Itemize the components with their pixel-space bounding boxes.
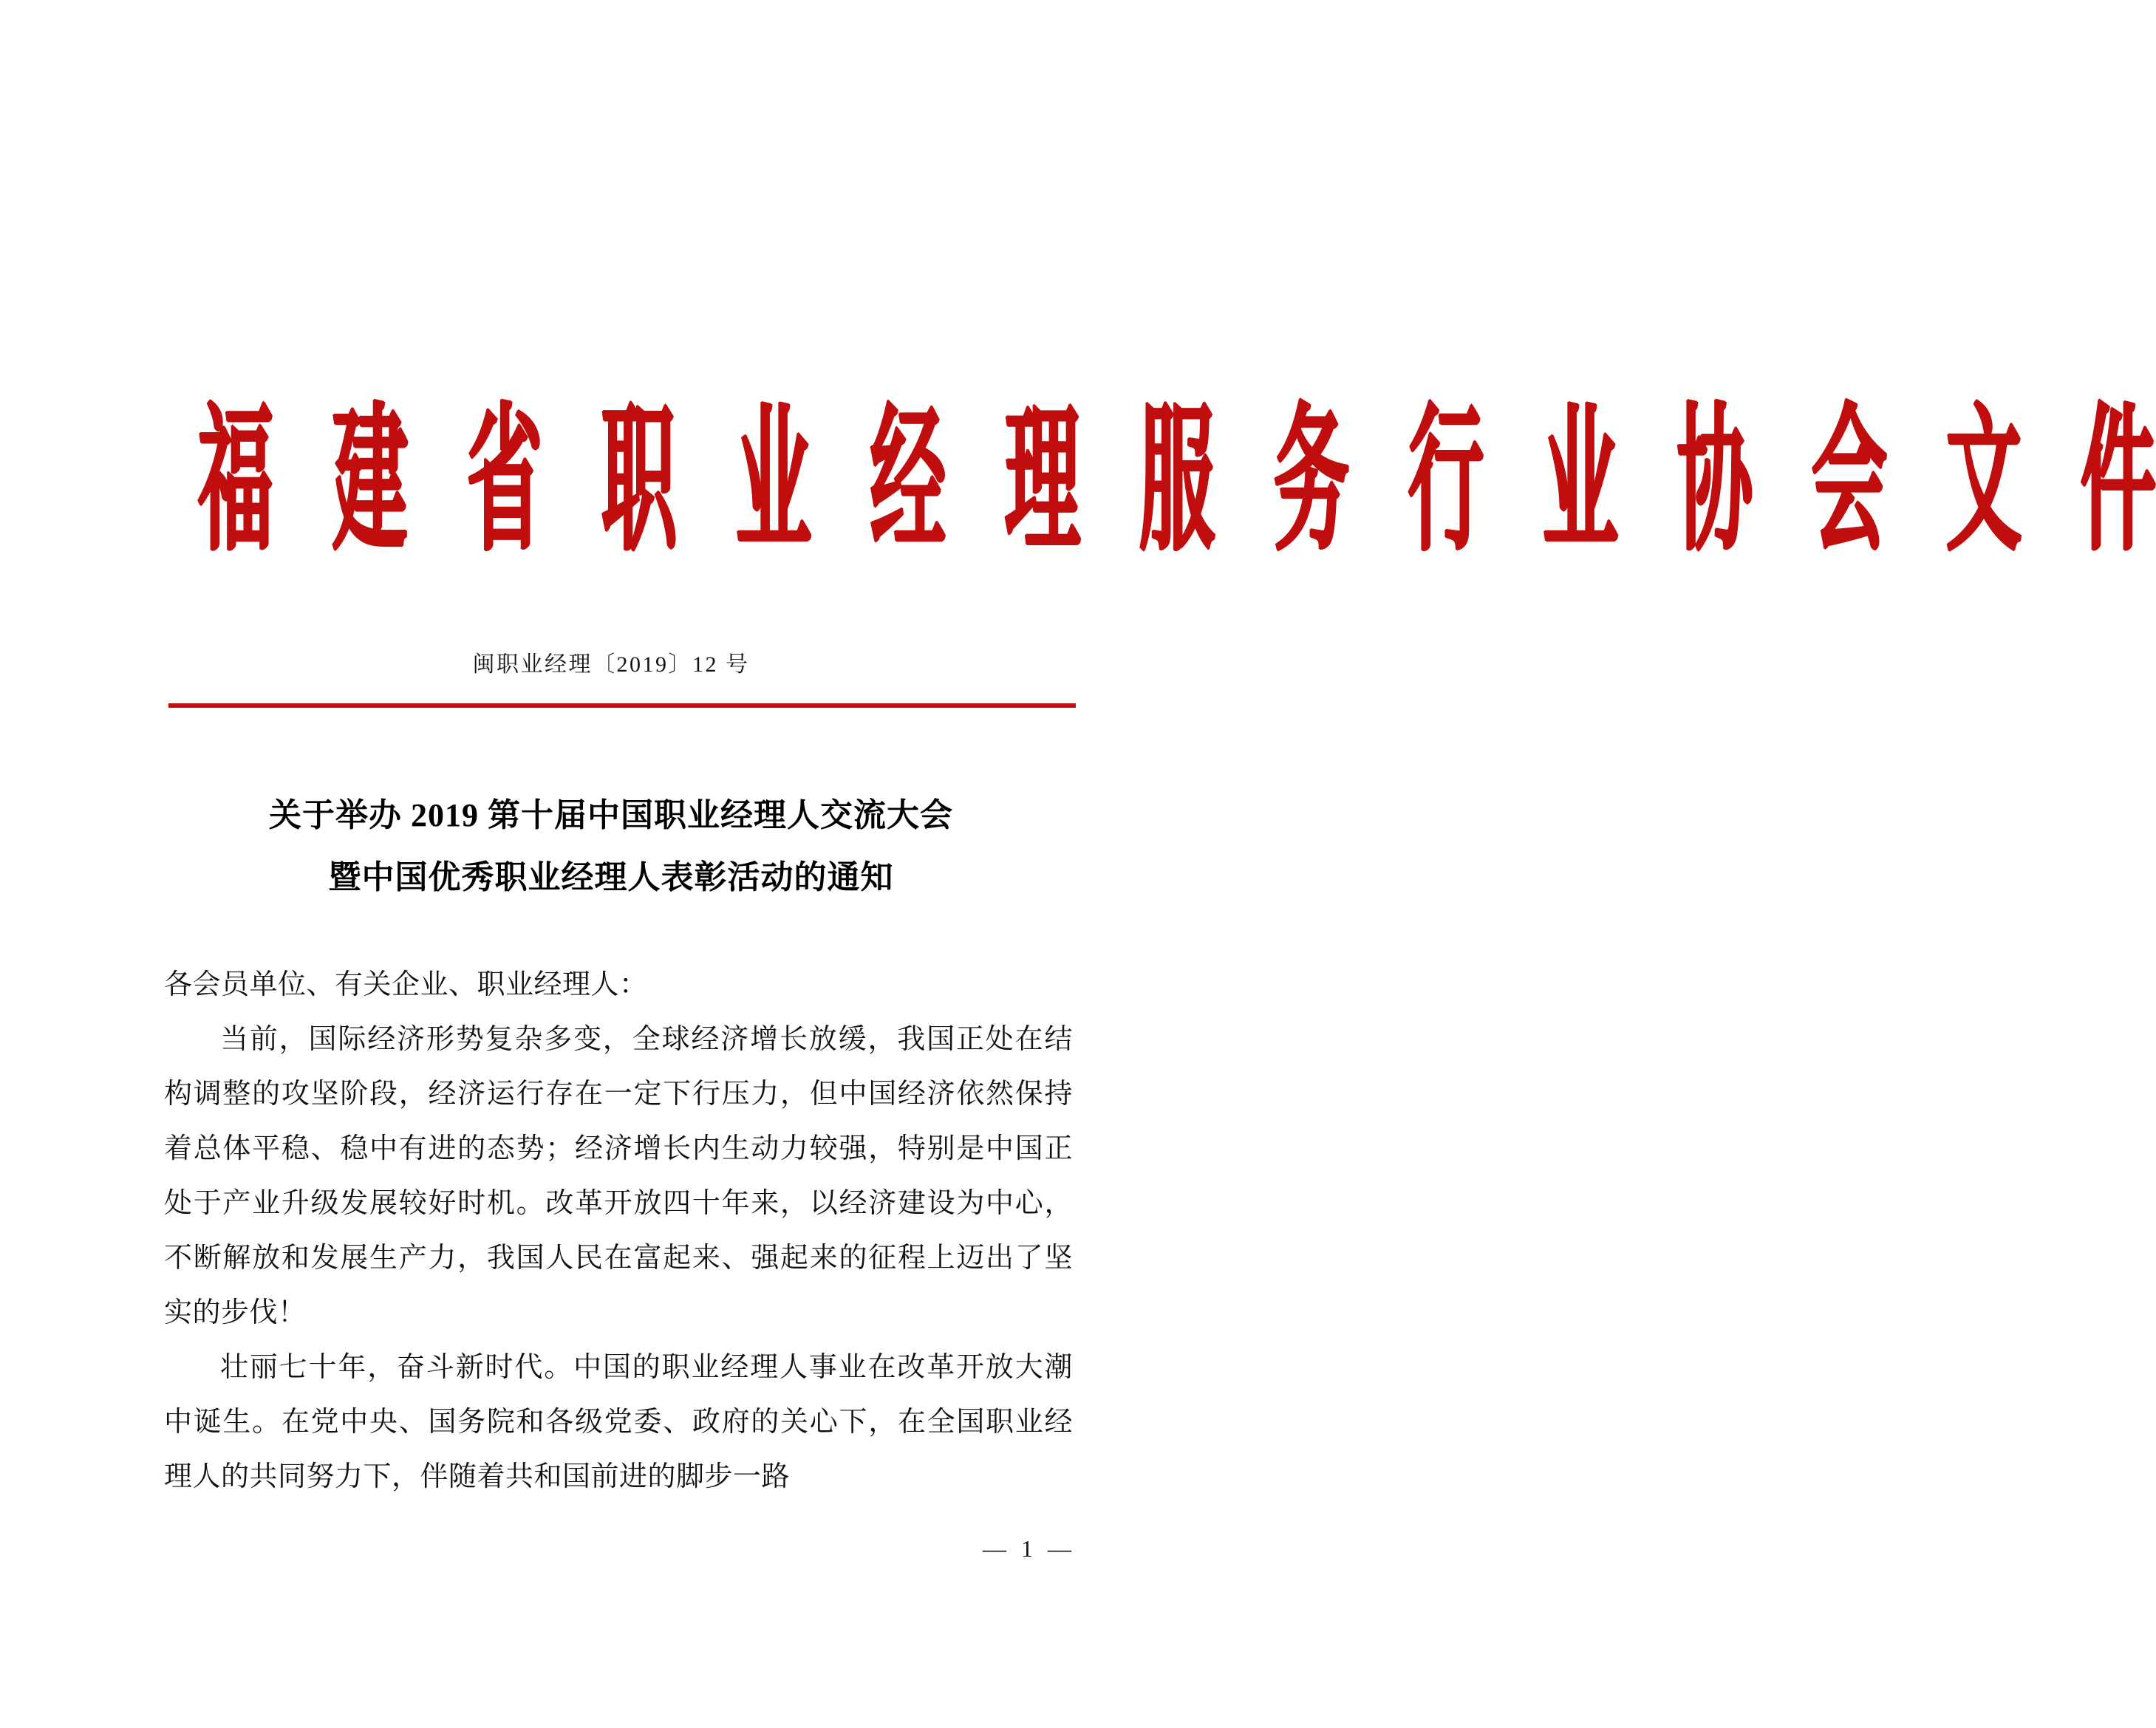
body-paragraph-1: 当前，国际经济形势复杂多变，全球经济增长放缓，我国正处在结构调整的攻坚阶段，经济运行存在一定下行压力，但中国经济依然保持着总体平稳、稳中有进的态势；经济增长内生动力较强，特别是中国正处于产业升级发展较好时机。改革开放四十年来，以经济建设为中心，不断解放和发展生产力，我国人民在富起来、强起来的征程上迈出了坚实的步伐！ — [164, 1024, 1073, 1328]
masthead-char-4: 职 — [601, 394, 677, 570]
masthead-char-12: 协 — [1677, 394, 1753, 570]
masthead-char-6: 经 — [870, 394, 946, 570]
masthead-char-9: 务 — [1274, 394, 1349, 570]
masthead-char-2: 建 — [332, 394, 408, 570]
masthead-char-14: 文 — [1946, 394, 2022, 570]
masthead-text — [168, 394, 2156, 570]
red-divider-rule — [168, 703, 1076, 708]
title-line-2: 暨中国优秀职业经理人表彰活动的通知 — [328, 859, 894, 895]
document-number: 闽职业经理〔2019〕12 号 — [472, 652, 750, 677]
masthead-char-10: 行 — [1408, 394, 1484, 570]
document-body — [164, 957, 1073, 1504]
document-title — [0, 785, 1222, 909]
masthead-char-11: 业 — [1543, 394, 1618, 570]
masthead-char-8: 服 — [1139, 394, 1215, 570]
masthead-char-3: 省 — [467, 394, 542, 570]
masthead-char-15: 件 — [2081, 394, 2156, 570]
title-line-1: 关于举办 2019 第十届中国职业经理人交流大会 — [269, 797, 953, 833]
masthead-char-1: 福 — [198, 394, 273, 570]
body-paragraph-2: 壮丽七十年，奋斗新时代。中国的职业经理人事业在改革开放大潮中诞生。在党中央、国务院和各级党委、政府的关心下，在全国职业经理人的共同努力下，伴随着共和国前进的脚步一路 — [164, 1352, 1073, 1492]
masthead-char-7: 理 — [1005, 394, 1080, 570]
body-salutation: 各会员单位、有关企业、职业经理人： — [164, 969, 648, 1000]
masthead-banner — [168, 394, 2156, 581]
masthead-char-13: 会 — [1812, 394, 1887, 570]
page-number-marker: — 1 — — [983, 1535, 1076, 1562]
masthead-char-5: 业 — [736, 394, 811, 570]
